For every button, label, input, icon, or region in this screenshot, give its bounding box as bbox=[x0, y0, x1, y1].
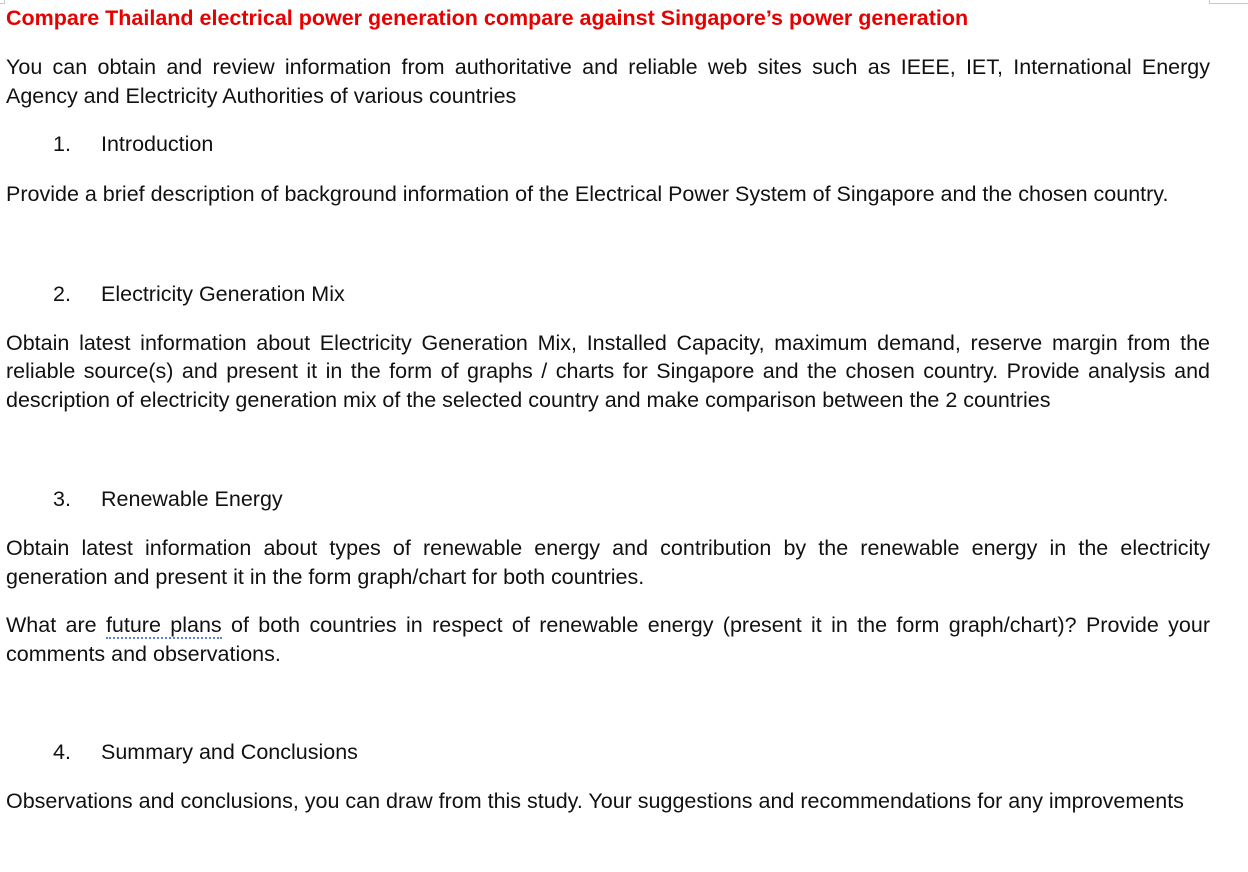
generation-mix-paragraph[interactable]: Obtain latest information about Electricity Generation Mix, Installed Capacity, maximum demand, reserve margin from the reliable source(s) and present it in the form of graphs / charts for Singapore and the chosen country. Provide analysis and description of electricity generation mix of the selected country and make comparison between the 2 countries bbox=[6, 330, 1210, 412]
section-number: 3. bbox=[53, 487, 71, 511]
section-heading-introduction[interactable] bbox=[6, 130, 1210, 158]
intro-paragraph[interactable]: You can obtain and review information from authoritative and reliable web sites such as IEEE, IET, International Energy Agency and Electricity Authorities of various countries bbox=[6, 55, 1210, 108]
section-title: Summary and Conclusions bbox=[101, 740, 358, 764]
future-plans-text-end: of both countries in respect of renewable energy (present it in the form graph/chart)? Provide your comments and observations. bbox=[6, 613, 1211, 666]
document-body bbox=[6, 4, 1210, 816]
section-title: Renewable Energy bbox=[101, 487, 283, 511]
document-title[interactable]: Compare Thailand electrical power generation compare against Singapore’s power generation bbox=[6, 6, 969, 30]
grammar-flagged-phrase[interactable]: future plans bbox=[105, 613, 222, 637]
page-corner-mark-right bbox=[1209, 0, 1248, 4]
introduction-paragraph[interactable]: Provide a brief description of background information of the Electrical Power System of Singapore and the chosen country. bbox=[6, 182, 1169, 206]
section-number: 1. bbox=[53, 132, 71, 156]
future-plans-paragraph[interactable] bbox=[6, 611, 1210, 668]
section-title: Electricity Generation Mix bbox=[101, 281, 345, 306]
section-heading-generation-mix[interactable] bbox=[6, 280, 1210, 308]
section-number: 2. bbox=[53, 281, 71, 306]
renewable-energy-paragraph[interactable]: Obtain latest information about types of renewable energy and contribution by the renewable energy in the electricity generation and present it in the form graph/chart for both countries. bbox=[6, 536, 1210, 589]
section-heading-summary[interactable] bbox=[6, 738, 1210, 766]
section-heading-renewable-energy[interactable] bbox=[6, 485, 1210, 513]
future-plans-text-start: What are bbox=[6, 613, 106, 637]
section-number: 4. bbox=[53, 740, 71, 764]
summary-paragraph[interactable]: Observations and conclusions, you can draw from this study. Your suggestions and recommendations for any improvements bbox=[6, 789, 1184, 813]
section-title: Introduction bbox=[101, 132, 214, 156]
page-corner-mark-left bbox=[0, 0, 5, 4]
